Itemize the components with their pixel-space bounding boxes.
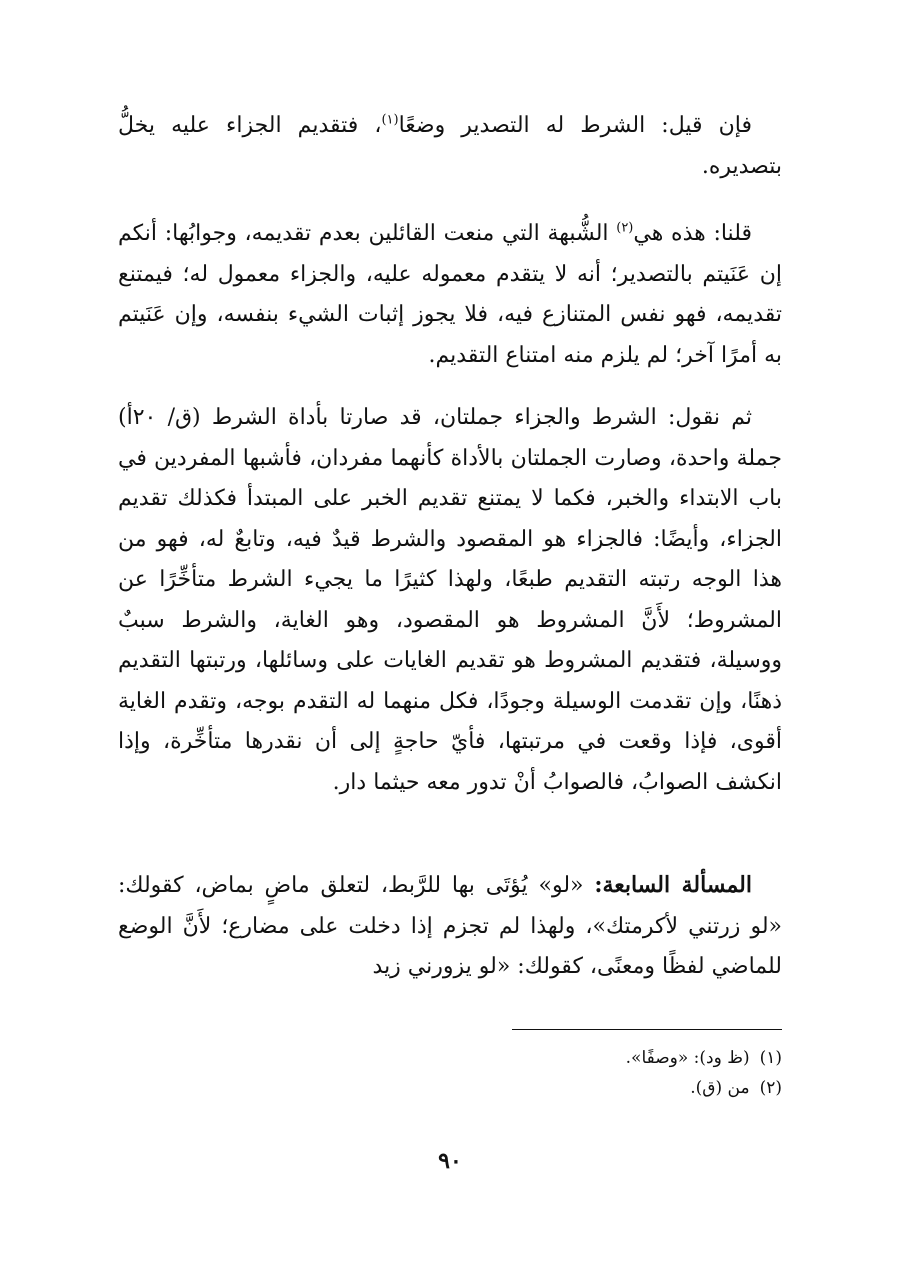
footnote-ref-2[interactable]: (٢) [616, 220, 634, 236]
page-number: ٩٠ [438, 1148, 462, 1174]
footnote-1-text: (ظ ود): «وصفًا». [625, 1048, 750, 1068]
footnote-2-text: من (ق). [690, 1078, 750, 1098]
paragraph-4-text: «لو» يُؤتَى بها للرَّبط، لتعلق ماضٍ بماض، كقولك: «لو زرتني لأكرمتك»، ولهذا لم تجزم إذا دخلت على مضارع؛ لأَنَّ الوضع للماضي لفظًا ومعنًى، كقولك: «لو يزورني زيد [118, 873, 782, 979]
footnote-divider [512, 1029, 782, 1030]
paragraph-4 [118, 865, 782, 988]
footnote-2 [400, 1073, 782, 1103]
footnote-ref-1[interactable]: (١) [381, 112, 399, 128]
footnote-2-number: (٢) [759, 1078, 782, 1098]
paragraph-3 [118, 398, 782, 803]
paragraph-2-text-a: قلنا: هذه هي [633, 221, 752, 246]
paragraph-1-text-b: ، فتقديم الجزاء عليه يخلُّ بتصديره. [118, 113, 782, 179]
footnotes [400, 1043, 782, 1103]
paragraph-1 [118, 106, 782, 187]
paragraph-2 [118, 214, 782, 376]
paragraph-2-text-b: الشُّبهة التي منعت القائلين بعدم تقديمه، وجوابُها: أنكم إن عَنَيتم بالتصدير؛ أنه لا يتقدم معموله عليه، والجزاء معمول له؛ فيمتنع تقديمه، فهو نفس المتنازع فيه، فلا يجوز إثبات الشيء بنفسه، وإن عَنَيتم به أمرًا آخر؛ لم يلزم منه امتناع التقديم. [118, 221, 782, 368]
footnote-1-number: (١) [759, 1048, 782, 1068]
paragraph-1-text-a: فإن قيل: الشرط له التصدير وضعًا [398, 113, 752, 138]
footnote-1 [400, 1043, 782, 1073]
paragraph-3-text: ثم نقول: الشرط والجزاء جملتان، قد صارتا بأداة الشرط (ق/ ٢٠أ) جملة واحدة، وصارت الجملتان بالأداة كأنهما مفردان، فأشبها المفردين في باب الابتداء والخبر، فكما لا يمتنع تقديم الخبر على المبتدأ فكذلك تقديم الجزاء، وأيضًا: فالجزاء هو المقصود والشرط قيدٌ فيه، وتابعٌ له، فهو من هذا الوجه رتبته التقديم طبعًا، ولهذا كثيرًا ما يجيء الشرط متأخِّرًا عن المشروط؛ لأَنَّ المشروط هو المقصود، وهو الغاية، والشرط سببٌ ووسيلة، فتقديم المشروط هو تقديم الغايات على وسائلها، ورتبتها التقديم ذهنًا، وإن تقدمت الوسيلة وجودًا، فكل منهما له التقدم بوجه، وتقدم الغاية أقوى، فإذا وقعت في مرتبتها، فأيّ حاجةٍ إلى أن نقدرها متأخِّرة، وإذا انكشف الصوابُ، فالصوابُ أنْ تدور معه حيثما دار. [118, 405, 783, 795]
section-heading: المسألة السابعة: [594, 872, 752, 898]
